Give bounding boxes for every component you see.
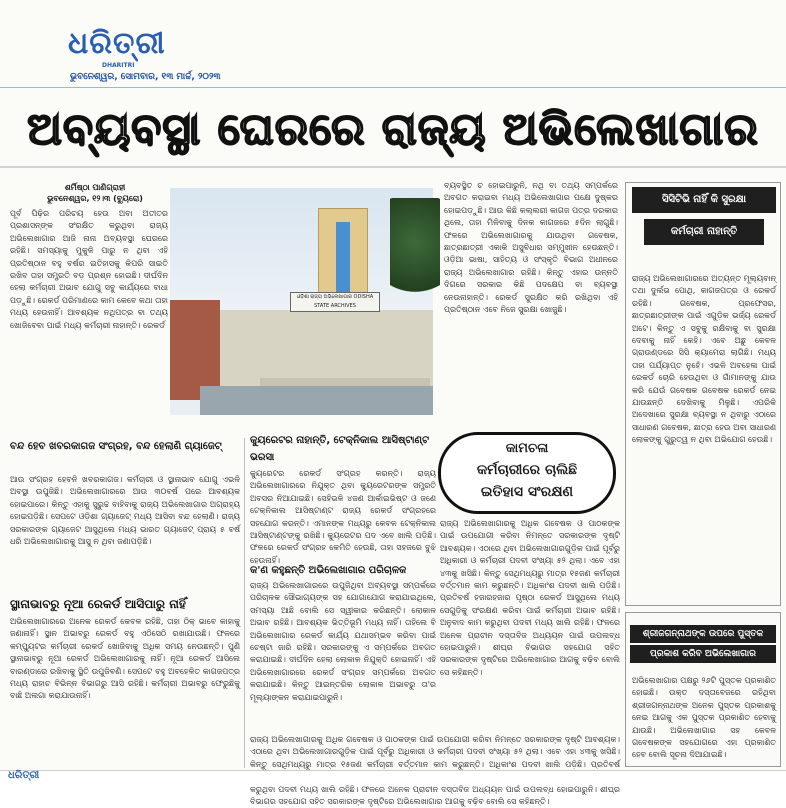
sidebar-cctv-body: ରାଜ୍ୟ ଅଭିଲେଖାଗାରରେ ଅତ୍ୟନ୍ତ ମୂଲ୍ୟବାନ୍ ତଥା ଦୁର୍ଲଭ ପୋଥି, କାଗଜପତ୍ର ଓ ରେକର୍ଡ ରହିଛି। ଗବେଷକ, ପ୍ରଫେସର, ଛାତ୍ରଛାତ୍ରୀଙ୍କ ପାଇଁ ଏଗୁଡ଼ିକ ଭର୍ଜ୍ୟ ରେକର୍ଡ ଅଟେ। କିନ୍ତୁ ଏ ସବୁକୁ ରକ୍ଷିବାକୁ ବା ସୁରକ୍ଷା ଦେବାକୁ ନାହିଁ କେହି। ଏବେ ଅଛୁ କେବଳ ଗ୍ରାଉଣ୍ଡରେ ସିସି କ୍ୟାମେରା ଲାଗିଛି। ମଧ୍ୟ ତାହା ପର୍ଯ୍ୟାପ୍ତ ନୁହେଁ। ଏଭଳି ଅବହେଳା ପାଇଁ ରେକର୍ଡ ଚୋରି ହେଉଥିବା ଓ ଗାଁମାନଙ୍କୁ ଯାଉ କରି ଯେଉଁ ଗବେଷକ ଗବେଷକ ରେକର୍ଡ ନେଇ ଯାଉଛନ୍ତି ଦେଖିବାକୁ ମିଳୁଛି। ଏପରିକି ଅଦେଖାରେ ସୁରକ୍ଷା ବ୍ୟବସ୍ଥା ନ ଥିବାରୁ ଏଠାରେ ସାଧାରଣ ଗବେଷକ, ଛାତ୍ର ହେଉ ଅବା ସାଧାରଣ ଲୋକଙ୍କୁ ଗୁରୁତ୍ୱ ନ ଥିବା ଅଭିଯୋଗ ହେଉଛି।: [632, 274, 776, 445]
sidebar-cctv-title2: କର୍ମଚାରୀ ନାହାନ୍ତି: [644, 219, 764, 245]
footer-strip: [0, 770, 786, 783]
photo-palm-tree: [390, 198, 440, 308]
closing-paragraph: ରାଜ୍ୟ ଅଭିଲେଖାଗାରକୁ ଅଧିକ ଗବେଷକ ଓ ପାଠକଙ୍କ ପାଇଁ ଉପଯୋଗୀ କରିବା ନିମନ୍ତେ ସରକାରଙ୍କ ଦୃଷ୍ଟି ଆବଶ୍ୟକ। ଏଠାରେ ଥିବା ଅଭିଲେଖାଗାରଗୁଡ଼ିକ ପାଇଁ ପୂର୍ବରୁ ଅଧିକାରୀ ଓ କର୍ମଚାରୀ ପଦବୀ ସଂଖ୍ୟା ୫୨ ଥିଲା। ଏବେ ଏହା ୪୩କୁ ଖସିଛି। କିନ୍ତୁ ସେଥିମଧ୍ୟରୁ ମାତ୍ର ୧୫ଜଣ କର୍ମଚାରୀ ବର୍ତ୍ତମାନ କାମ କରୁଛନ୍ତି। ଅଧିକାଂଶ ପଦବୀ ଖାଲି ପଡ଼ିଛି। ପ୍ରତିବର୍ଷ କରୁଥିବା ପଦବୀ ମଧ୍ୟ ଖାଲି ରହିଛି। ଫଳରେ ଅନେକ ପ୍ରାଚୀନ ଦସ୍ତାବିଜ ଅଧ୍ୟୟନ ପାଇଁ ଉପଲବ୍ଧ ହୋଇପାରୁନି। ଶୀଘ୍ର ବିଭାଗର ସହଯୋଗ ସହିତ ସରକାରଙ୍କ ଦୃଷ୍ଟିରେ ଅଭିଲେଖାଗାର ଆଗକୁ ବଢ଼ିବ ବୋଲି ସେ କହିଛନ୍ତି।: [250, 735, 620, 807]
subhead-curator: କ୍ୟୁରେଟର ନାହାନ୍ତି, ଟେକ୍ନିକାଲ ଆସିଷ୍ଟାଣ୍ଟ ଭରସା: [250, 435, 430, 463]
byline-author: ଶର୍ମିଷ୍ଠା ପାଣିଗ୍ରାହୀ: [64, 183, 126, 192]
photo-sign: ଓଡ଼ିଶା ରାଜ୍ୟ ଅଭିଲେଖାଗାର ODISHA STATE ARCHIVES: [290, 292, 380, 312]
photo-front-wall: [200, 386, 433, 415]
footer-logo: ଧରିତ୍ରୀ: [8, 770, 40, 781]
subhead-newspaper-collection: ବନ୍ଦ ହେବ ଖବରକାଗଜ ସଂଗ୍ରହ, ବନ୍ଦ ହେଲାଣି ଗ୍ୟାଜେଟ୍: [10, 441, 222, 452]
subhead-space-shortage: ସ୍ଥାନାଭାବରୁ ନୂଆ ରେକର୍ଡ ଆସିପାରୁ ନାହିଁ: [10, 597, 186, 611]
column1-intro: ପୂର୍ବ ପିଢ଼ିର ପରିଚୟ ହେଉ ଅବା ଅତୀତର ପ୍ରଶାସନ୍ଙ୍କ ସଂରକ୍ଷିତ କରୁଥିବା ରାଜ୍ୟ ଅଭିଲେଖାଗାର ଆଜି ନାନା ଅବ୍ୟବସ୍ଥା ଘେରରେ ରହିଛି। ସମସ୍ୟାକୁ ମୁକୁଳି ପାରୁ ନ ଥିବା ଏହି ପ୍ରତିଷ୍ଠାନ ବହୁ ବର୍ଷର ଇତିହାସକୁ କିପରି ସାଇତି ରଖିବ ତାହା ସମ୍ପ୍ରତି ବଡ଼ ପ୍ରଶ୍ନ ହୋଇଛି। ଦୀର୍ଘଦିନ ହେଲା କର୍ମଚାରୀ ଅଭାବ ଯୋଗୁ ସବୁ କାର୍ଯ୍ୟରେ ବାଧା ପଡ଼ୁଛି। ରେକର୍ଡ ପରିମାଣରେ କାମ କେବେ କଥା ତାହା ମଧ୍ୟ ହେଉନାହିଁ। ଆବଶ୍ୟକ ନଥିପତ୍ର ବା ତଥ୍ୟ ଖୋଜିବେବା ପାଇଁ ମଧ୍ୟ କର୍ମଚାରୀ ନାହାନ୍ତି। ରେକର୍ଡ: [10, 209, 168, 330]
column1-sub2-body: ଅଭିଲେଖାଗାରରେ ଅନେକ ରେକର୍ଡ କେବଳ ରହିଛି, ତାହା ଠିକ୍ ଭାବେ କାହାକୁ ଜଣାନାହିଁ। ସ୍ଥାନ ଅଭାବରୁ ରେକର୍ଡ ବହୁ ଏଠିସେଠି ରଖାଯାଉଛି। ଫଳରେ କମ୍ପ୍ୟୁଟର କର୍ମଚାରୀ ରେକର୍ଡ ଖୋଜିବାକୁ ଅଧିକ ସମୟ ନେଉଛନ୍ତି। ପୁଣି ସ୍ଥାନାଭାବରୁ ନୂଆ ରେକର୍ଡ ଅଭିଲେଖାଗାରକୁ ନାହିଁ। ନୂଆ ରେକର୍ଡ ଆସିଲେ ବାରଣ୍ଡାରେ ରଖିବାକୁ ସ୍ଥିତି ଉପୁଜିବଣି। ସେପଟେ ବହୁ ଅବହେଳିତ କାଗଜପତ୍ର ମଧ୍ୟ ରାହାଚ ବିଭିନ୍ନ ବିଭାଗରୁ ଆସି ରହିଛି। କର୍ମଚାରୀ ଅଭାବରୁ ଫେରୁଛିକୁ ବାଛି ଅଲଗା କରାଯାଉନାହିଁ।: [10, 617, 240, 701]
masthead-logo-sub: DHARITRI: [102, 62, 135, 69]
sidebar-book-title2: ପ୍ରକାଶ କରିବ ଅଭିଲେଖାଗାର: [630, 645, 776, 663]
dateline: ଭୁବନେଶ୍ୱର, ସୋମବାର, ୧୩ ମାର୍ଚ୍ଚ, ୨୦୨୩: [70, 72, 221, 82]
sidebar-cctv: [625, 182, 781, 606]
byline: [20, 182, 170, 204]
masthead-divider: [0, 87, 786, 88]
photo-railing: [260, 378, 430, 386]
masthead-logo: ଧରିତ୍ରୀ: [68, 26, 166, 61]
archive-building-photo: [170, 188, 433, 415]
photo-tower-window: [336, 222, 350, 292]
subhead-director: କ'ଣ କହୁଛନ୍ତି ଅଭିଲେଖାଗାର ପରିଚାଳକ: [250, 565, 407, 576]
photo-brick-wall: [170, 300, 220, 400]
column-rule: [244, 438, 245, 768]
sidebar-cctv-title1: ସିସିଟିଭି ନାହିଁ କି ସୁରକ୍ଷା: [632, 187, 776, 213]
column2-sub4-body: ରାଜ୍ୟ ଅଭିଲେଖାଗାରରେ ଉପୁଜିଥିବା ଅବ୍ୟବସ୍ଥା ସମ୍ପର୍କରେ ପରିଚାଳକ ସୌଭାଗ୍ୟଙ୍କ ସହ ଯୋଗାଯୋଗ କରାଯାଇଥିଲେ, ସମସ୍ୟା ଆଛି ବୋଲି ସେ ସ୍ୱୀକାର କରିଛନ୍ତି। ଲୋକାଳ ଅଭାବ ରହିଛି। ଆବଶ୍ୟକ ଭିତ୍ତିଭୂମି ମଧ୍ୟ ନାହିଁ। ତାହିଲେ ବି ଅଭିଲେଖାଗାର ରେକର୍ଡ କାର୍ଯ୍ୟ ଯଥାସମ୍ଭବ କରିବା ପାଇଁ ଚେଷ୍ଟା ଜାରି ରହିଛି। ସରକାରଙ୍କୁ ଏ ସମ୍ପର୍କରେ ଅବଗତ କରାଯାଇଛି। ଦୀର୍ଘଦିନ ହେଲା ଲୋକାଳ ନିଯୁକ୍ତି ହୋଇନାହିଁ। ଏହି ଅଭିଲେଖାଗାରରେ ରେକର୍ଡ ସଂଗ୍ରହ ସମ୍ପର୍କରେ ଅବଗତ କରାଯାଇଛି। କିନ୍ତୁ ଆଇନ୍ତରିକ ଲୋକାଳ ଅଭାବରୁ ତା'ର ମୂଲ୍ୟାଙ୍କନ କରାଯାଇପାରୁନି।: [250, 581, 436, 702]
column1-sub1-body: ଆଉ ସଂଗ୍ରହ ହେବନି ଖବରକାଗଜ। କର୍ମଚାରୀ ଓ ସ୍ଥାନାଭାବ ଯୋଗୁ ଏଭଳି ଅବସ୍ଥା ଉପୁଜିଛି। ଅଭିଲେଖାଗାରରେ ଆଉ ୩୦ବର୍ଷ ପରେ ଆବଶ୍ୟକ ହୋଇପାରେ। କିନ୍ତୁ ଏହାକୁ ସୁରୁଚ୍ଚ ବାହିବାକୁ ରାଜ୍ୟ ଅଭିଲେଖାଗାର ଅଗ୍ରାହ୍ୟ ହୋଇପଡ଼ିଛି। ସେପଟେ ଓଡ଼ିଶା ଗ୍ୟାଜେଟ୍ ମଧ୍ୟ ଆସିବା ବନ୍ଦ ହେଲାଣି। ରାଜ୍ୟ ସରକାରଙ୍କ ଗ୍ୟାଜେଟ ଆସୁଥିଲେ ମଧ୍ୟ ଭାରତ ଗ୍ୟାଜେଟ୍ ପ୍ରାୟ ୫ ବର୍ଷ ଧରି ଅଭିଲେଖାଗାରକୁ ଆସୁ ନ ଥିବା ଜଣାପଡ଼ିଛି।: [10, 475, 240, 547]
sidebar-book-title1: ଶ୍ରୀଜଗନ୍ନାଥଙ୍କ ଉପରେ ପୁସ୍ତକ: [630, 625, 776, 643]
headline-divider: [0, 166, 786, 168]
byline-place: ଭୁବନେଶ୍ୱର, ୧୨।୩ (ବ୍ୟୁରୋ): [47, 194, 143, 203]
column2-intro: ବ୍ୟବସ୍ଥିତ ଚ ହୋଇପାରୁନି, ନଥି ବା ତଥ୍ୟ ସମ୍ପର୍କରେ ଅବଗତ କରାଇବା ମଧ୍ୟ ଅଭିଲେଖାଗାର ପକ୍ଷେ ଦୁଷ୍କର ହୋଇପଡ଼ୁଛି। ଆଉ କିଛି କଲ୍ଲରୀ କାଗଜ ପତ୍ର ଦରକାର ଥିଲେ, ତାହା ମିଳିବାକୁ ଦିନକ କାଗଜରେ ୫ଦିନ ଲାଗୁଛି। ଫଳରେ ଅଭିଲେଖାଗାରକୁ ଯାଉଥିବା ଗବେଷକ, ଛାତ୍ରଛାତ୍ରୀ ଏକାକି ଅସୁବିଧାର ସମ୍ମୁଖୀନ ହେଉଛନ୍ତି। ଓଡ଼ିଆ ଭାଷା, ସାହିତ୍ୟ ଓ ସଂସ୍କୃତି ବିଭାଗ ଅଧୀନରେ ରାଜ୍ୟ ଅଭିଲେଖାଗାର ରହିଛି। କିନ୍ତୁ ଏହାର ଉନ୍ନତି ଦିଗରେ ସରକାର କିଛି ପଦକ୍ଷେପ ବା ବ୍ୟବସ୍ଥା ନେଉନାହାନ୍ତି। ରେକର୍ଡ ସୁରକ୍ଷିତ କରି ରଖିଥିବା ଏହି ପ୍ରତିଷ୍ଠାନ ଏବେ ନିଜେ ସୁରକ୍ଷା ଖୋଜୁଛି।: [444, 181, 618, 315]
pull-quote-line1: କାମଚଳା: [505, 441, 549, 456]
sidebar-book: [625, 612, 781, 767]
column2-sub3-body: କ୍ୟୁରେଟର ରେକର୍ଡ ସଂଗ୍ରହ କରନ୍ତି। ରାଜ୍ୟ ଅଭିଲେଖାଗାରରେ ନିଯୁକ୍ତ ଥିବା କ୍ୟୁରେଟରଙ୍କ ସମ୍ପ୍ରତି ଅବସର ନିଆଯାଇଛି। ସେହିଭଳି ୪ଜଣ ଆର୍କାଇଭିଷ୍ଟ ଓ ଜଣେ ଟେକ୍ନିକାଲ ଆସିଷ୍ଟାଣ୍ଟ ରାଜ୍ୟ ରେକର୍ଡ ସଂଗ୍ରହରେ ସହଯୋଗ କରନ୍ତି। ଏମାନଙ୍କ ମଧ୍ୟରୁ କେବଳ ଟେକ୍ନିକାଲ ଆସିଷ୍ଟାଣ୍ଟଙ୍କୁ ରଖିଛି। କ୍ୟୁରେଟର ପଦ ଏବେ ଖାଲି ପଡ଼ିଛି। ଫଳରେ ରେକର୍ଡ ସଂଗ୍ରହ କେମିତି ହେଉଛି, ତାହା ସହଜରେ ବୁଝି ହେଉନାହିଁ।: [250, 469, 436, 565]
pull-quote: [438, 432, 616, 514]
sidebar-book-body: ଅଭିଲେଖାଗାର ପକ୍ଷରୁ ୨୬ଟି ପୁସ୍ତକ ପ୍ରକାଶିତ ହୋଇଛି। ଉକ୍ତ ଦସ୍ତାବେଜରେ ରହିଥିବା ଶ୍ରୀଜଗନ୍ନାଥଙ୍କ ଅନେକ ପୁସ୍ତକ ପ୍ରକାଶକୁ ନେଇ ଆଗକୁ ଏକ ପୁସ୍ତକ ପ୍ରକାଶିତ ହେବାକୁ ଯାଉଛି। ଅଭିଲେଖାଗାର ସହ କେବଳ ଗବେଷକଙ୍କ ସହଯୋଗରେ ଏହା ପ୍ରକାଶିତ ହେବ ବୋଲି ସୂଚନା ଦିଆଯାଇଛି।: [632, 676, 776, 760]
column3-body: ରାଜ୍ୟ ଅଭିଲେଖାଗାରକୁ ଅଧିକ ଗବେଷକ ଓ ପାଠକଙ୍କ ପାଇଁ ଉପଯୋଗୀ କରିବା ନିମନ୍ତେ ସରକାରଙ୍କ ଦୃଷ୍ଟି ଆବଶ୍ୟକ। ଏଠାରେ ଥିବା ଅଭିଲେଖାଗାରଗୁଡ଼ିକ ପାଇଁ ପୂର୍ବରୁ ଅଧିକାରୀ ଓ କର୍ମଚାରୀ ପଦବୀ ସଂଖ୍ୟା ୫୨ ଥିଲା। ଏବେ ଏହା ୪୩କୁ ଖସିଛି। କିନ୍ତୁ ସେଥିମଧ୍ୟରୁ ମାତ୍ର ୧୫ଜଣ କର୍ମଚାରୀ ବର୍ତ୍ତମାନ କାମ କରୁଛନ୍ତି। ଅଧିକାଂଶ ପଦବୀ ଖାଲି ପଡ଼ିଛି। ପ୍ରତିବର୍ଷ ହଜାରହଜାର ପୃଷ୍ଠା ରେକର୍ଡ ଆସୁଥିଲେ ମଧ୍ୟ ସେଗୁଡ଼ିକୁ ସଂରକ୍ଷଣ କରିବା ପାଇଁ କର୍ମଚାରୀ ଅଭାବ ରହିଛି। ଅନୁବାଦ କାମ କରୁଥିବା ପଦବୀ ମଧ୍ୟ ଖାଲି ରହିଛି। ଫଳରେ ଅନେକ ପ୍ରାଚୀନ ଦସ୍ତାବିଜ ଅଧ୍ୟୟନ ପାଇଁ ଉପଲବ୍ଧ ହୋଇପାରୁନି। ଶୀଘ୍ର ବିଭାଗର ସହଯୋଗ ସହିତ ସରକାରଙ୍କ ଦୃଷ୍ଟିରେ ଅଭିଲେଖାଗାର ଆଗକୁ ବଢ଼ିବ ବୋଲି ସେ କହିଛନ୍ତି।: [440, 519, 620, 677]
pull-quote-line2: କର୍ମଚାରୀରେ ଚାଲିଛି: [476, 462, 578, 478]
pull-quote-line3: ଇତିହାସ ସଂରକ୍ଷଣ: [480, 484, 574, 500]
headline: ଅବ୍ୟବସ୍ଥା ଘେରରେ ରାଜ୍ୟ ଅଭିଲେଖାଗାର: [27, 104, 759, 155]
